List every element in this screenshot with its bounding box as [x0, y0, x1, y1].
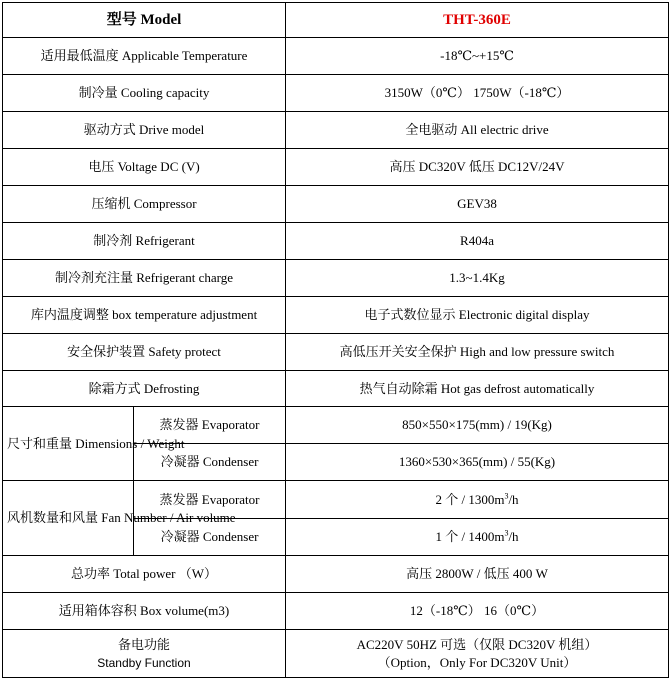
- spec-label: 电压 Voltage DC (V): [3, 149, 286, 186]
- evaporator-dimensions: 850×550×175(mm) / 19(Kg): [286, 407, 669, 444]
- spec-label: 库内温度调整 box temperature adjustment: [3, 297, 286, 334]
- condenser-fans-unit: /h: [508, 529, 519, 544]
- standby-value-line1: AC220V 50HZ 可选（仅限 DC320V 机组）: [356, 636, 598, 652]
- spec-label: 适用最低温度 Applicable Temperature: [3, 38, 286, 75]
- spec-label: 制冷量 Cooling capacity: [3, 75, 286, 112]
- spec-value: 12（-18℃） 16（0℃）: [286, 593, 669, 630]
- dimensions-label: 尺寸和重量 Dimensions / Weight: [3, 407, 134, 481]
- spec-value: 电子式数位显示 Electronic digital display: [286, 297, 669, 334]
- standby-label-en: Standby Function: [97, 655, 191, 670]
- spec-value: GEV38: [286, 186, 669, 223]
- standby-label-cn: 备电功能: [118, 636, 171, 652]
- spec-value: 1.3~1.4Kg: [286, 260, 669, 297]
- table-row: [3, 260, 669, 297]
- spec-value: R404a: [286, 223, 669, 260]
- evaporator-fans: [286, 481, 669, 519]
- table-row: [3, 556, 669, 593]
- spec-label: 压缩机 Compressor: [3, 186, 286, 223]
- condenser-fans-value: 1 个 / 1400m: [435, 529, 505, 544]
- table-row: [3, 186, 669, 223]
- table-row: [3, 297, 669, 334]
- model-label: 型号 Model: [3, 3, 286, 38]
- table-row: [3, 593, 669, 630]
- spec-value: 热气自动除霜 Hot gas defrost automatically: [286, 371, 669, 407]
- table-row: [3, 149, 669, 186]
- spec-value: 全电驱动 All electric drive: [286, 112, 669, 149]
- table-row: [3, 407, 669, 444]
- evaporator-fans-value: 2 个 / 1300m: [435, 491, 505, 507]
- spec-label: 制冷剂 Refrigerant: [3, 223, 286, 260]
- superscript: 3: [504, 491, 509, 501]
- table-row: [3, 630, 669, 678]
- spec-label: 除霜方式 Defrosting: [3, 371, 286, 407]
- table-row: [3, 38, 669, 75]
- table-row: [3, 334, 669, 371]
- spec-value: 3150W（0℃） 1750W（-18℃）: [286, 75, 669, 112]
- evaporator-label: 蒸发器 Evaporator: [134, 407, 286, 444]
- spec-value: -18℃~+15℃: [286, 38, 669, 75]
- standby-label: [3, 630, 286, 678]
- model-value: THT-360E: [286, 3, 669, 38]
- table-row: [3, 3, 669, 38]
- table-row: [3, 481, 669, 519]
- spec-value: 高低压开关安全保护 High and low pressure switch: [286, 334, 669, 371]
- condenser-fans: [286, 519, 669, 556]
- table-row: [3, 371, 669, 407]
- table-row: [3, 112, 669, 149]
- fans-label: 风机数量和风量 Fan Number / Air volume: [3, 481, 134, 556]
- spec-value: 高压 2800W / 低压 400 W: [286, 556, 669, 593]
- standby-value: [286, 630, 669, 678]
- spec-label: 总功率 Total power （W）: [3, 556, 286, 593]
- condenser-label: 冷凝器 Condenser: [134, 444, 286, 481]
- evaporator-label: 蒸发器 Evaporator: [134, 481, 286, 519]
- table-row: [3, 223, 669, 260]
- spec-label: 安全保护装置 Safety protect: [3, 334, 286, 371]
- standby-value-line2: （Option，Only For DC320V Unit）: [377, 654, 577, 670]
- condenser-label: 冷凝器 Condenser: [134, 519, 286, 556]
- spec-label: 制冷剂充注量 Refrigerant charge: [3, 260, 286, 297]
- spec-value: 高压 DC320V 低压 DC12V/24V: [286, 149, 669, 186]
- spec-table: [2, 2, 669, 678]
- spec-label: 适用箱体容积 Box volume(m3): [3, 593, 286, 630]
- condenser-dimensions: 1360×530×365(mm) / 55(Kg): [286, 444, 669, 481]
- spec-label: 驱动方式 Drive model: [3, 112, 286, 149]
- superscript: 3: [504, 528, 509, 538]
- table-row: [3, 75, 669, 112]
- evaporator-fans-unit: /h: [508, 491, 519, 507]
